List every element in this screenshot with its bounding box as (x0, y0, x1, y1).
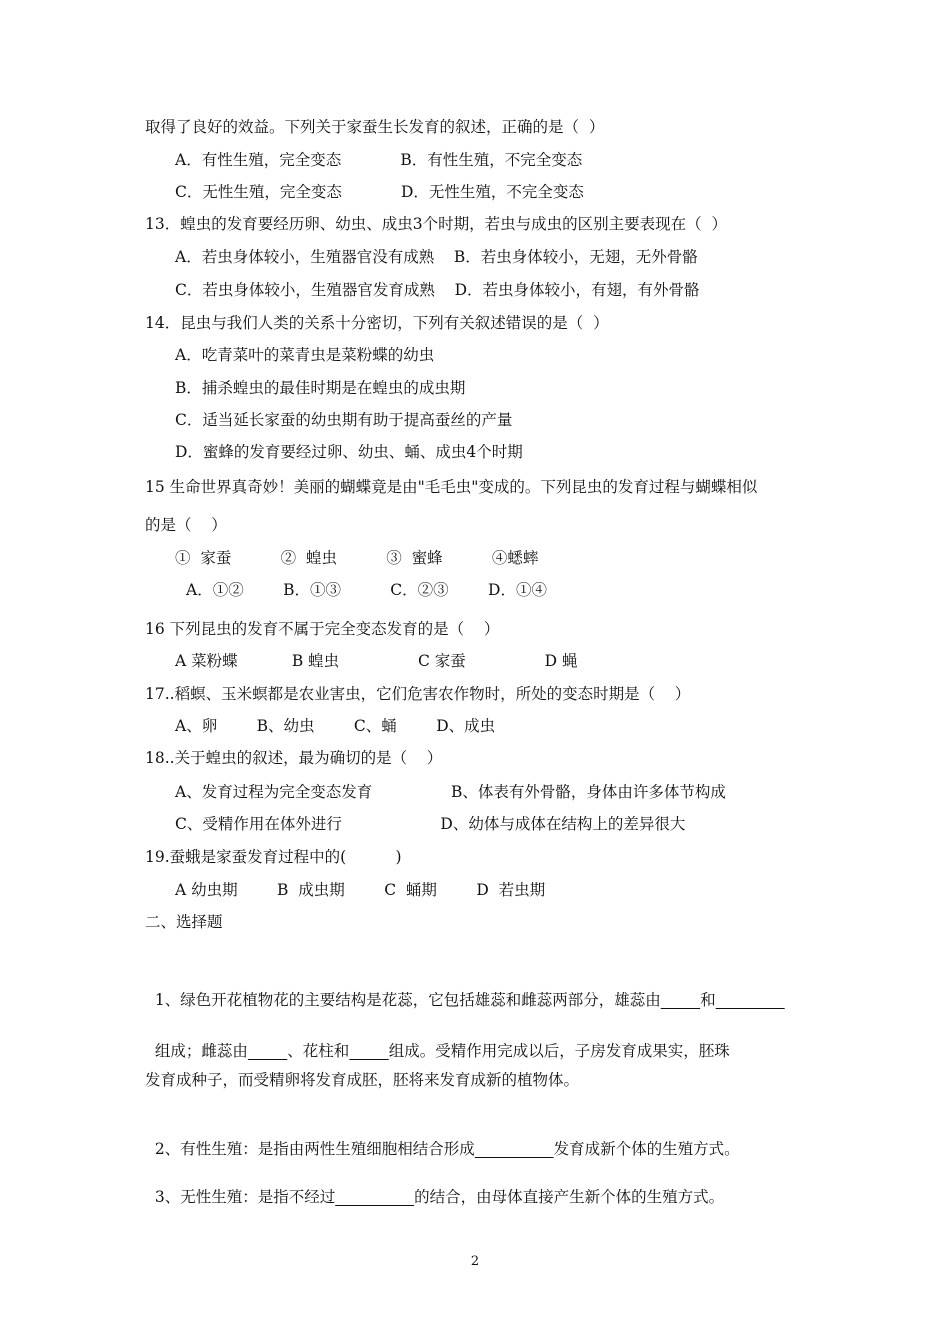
page-number: 2 (470, 1254, 480, 1269)
question-16-options: A 菜粉蝶 B 蝗虫 C 家蚕 D 蝇 (175, 652, 578, 670)
text-run: 和 (700, 991, 716, 1009)
question-18-stem: 18..关于蝗虫的叙述，最为确切的是（ ） (145, 749, 443, 767)
fill-question-3 (145, 1167, 724, 1207)
option-c: C．适当延长家蚕的幼虫期有助于提高蚕丝的产量 (175, 411, 513, 429)
blank (248, 1042, 287, 1060)
fill-question-1-line-3: 发育成种子，而受精卵将发育成胚，胚将来发育成新的植物体。 (145, 1071, 580, 1089)
text-run: 3、无性生殖：是指不经过 (154, 1188, 336, 1206)
question-15-stem-cont: 的是（ ） (145, 516, 227, 534)
blank (335, 1188, 414, 1206)
question-19-stem: 19.蚕蛾是家蚕发育过程中的( ) (145, 848, 402, 866)
blank (661, 991, 700, 1009)
question-17-options: A、卵 B、幼虫 C、蛹 D、成虫 (175, 717, 496, 735)
section-heading: 二、选择题 (145, 913, 223, 931)
text-run: 发育成新个体的生殖方式。 (553, 1140, 740, 1158)
option-c-d: C．无性生殖，完全变态 D．无性生殖，不完全变态 (175, 183, 584, 201)
question-19-options: A 幼虫期 B 成虫期 C 蛹期 D 若虫期 (175, 881, 546, 899)
question-12-stem: 取得了良好的效益。下列关于家蚕生长发育的叙述，正确的是（ ） (145, 118, 605, 136)
text-run: 2、有性生殖：是指由两性生殖细胞相结合形成 (154, 1140, 475, 1158)
question-17-stem: 17..稻螟、玉米螟都是农业害虫，它们危害农作物时，所处的变态时期是（ ） (145, 685, 691, 703)
question-15-items: ① 家蚕 ② 蝗虫 ③ 蜜蜂 ④蟋蟀 (175, 549, 539, 567)
fill-question-2 (145, 1119, 740, 1159)
option-a-b: A．若虫身体较小，生殖器官没有成熟 B．若虫身体较小，无翅，无外骨骼 (175, 248, 698, 266)
fill-question-1-line-2 (145, 1021, 730, 1061)
question-14-stem: 14．昆虫与我们人类的关系十分密切，下列有关叙述错误的是（ ） (145, 314, 609, 332)
option-b: B．捕杀蝗虫的最佳时期是在蝗虫的成虫期 (175, 379, 466, 397)
fill-question-1-line-1 (145, 970, 785, 1010)
question-15-stem: 15 生命世界真奇妙！美丽的蝴蝶竟是由"毛毛虫"变成的。下列昆虫的发育过程与蝴蝶相似 (145, 478, 758, 496)
text-run: 、花柱和 (287, 1042, 350, 1060)
question-18-options-ab: A、发育过程为完全变态发育 B、体表有外骨骼，身体由许多体节构成 (175, 783, 726, 801)
option-d: D．蜜蜂的发育要经过卵、幼虫、蛹、成虫4个时期 (175, 443, 523, 461)
text-run: 组成；雌蕊由 (154, 1042, 248, 1060)
question-15-options: A．①② B．①③ C．②③ D．①④ (186, 581, 547, 599)
question-18-options-cd: C、受精作用在体外进行 D、幼体与成体在结构上的差异很大 (175, 815, 686, 833)
blank (349, 1042, 388, 1060)
text-run: 的结合，由母体直接产生新个体的生殖方式。 (414, 1188, 725, 1206)
blank (475, 1140, 554, 1158)
blank (716, 991, 785, 1009)
text-run: 1、绿色开花植物花的主要结构是花蕊，它包括雄蕊和雌蕊两部分，雄蕊由 (154, 991, 661, 1009)
option-a-b: A．有性生殖，完全变态 B．有性生殖，不完全变态 (175, 151, 583, 169)
question-13-stem: 13．蝗虫的发育要经历卵、幼虫、成虫3个时期，若虫与成虫的区别主要表现在（ ） (145, 215, 727, 233)
option-a: A．吃青菜叶的菜青虫是菜粉蝶的幼虫 (175, 346, 435, 364)
option-c-d: C．若虫身体较小，生殖器官发育成熟 D．若虫身体较小，有翅，有外骨骼 (175, 281, 700, 299)
question-16-stem: 16 下列昆虫的发育不属于完全变态发育的是（ ） (145, 620, 500, 638)
text-run: 组成。受精作用完成以后，子房发育成果实，胚珠 (388, 1042, 730, 1060)
